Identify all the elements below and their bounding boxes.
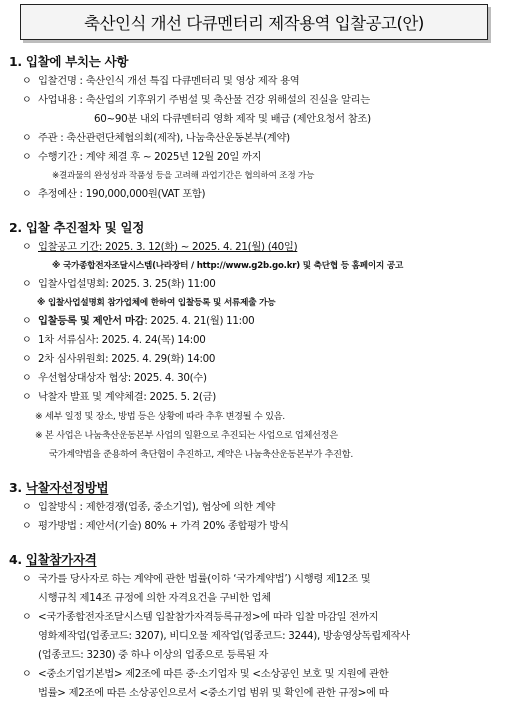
page-title: 축산인식 개선 다큐멘터리 제작용역 입찰공고(안) (20, 4, 488, 40)
list-item (0, 350, 507, 369)
section-4 (0, 550, 507, 703)
project-note-line2: 국가계약법을 준용하여 축단협이 추진하고, 계약은 나눔축산운동본부가 추진함. (49, 449, 353, 460)
item-text-cont: 영화제작업(업종코드: 3207), 비디오물 제작업(업종코드: 3244), 방송영상독립제작사 (38, 630, 410, 642)
item-label: 입찰등록 및 제안서 마감 (38, 315, 145, 327)
item-text-cont: 법률> 제2조에 따른 소상공인으로서 <중소기업 범위 및 확인에 관한 규정>에 따 (38, 687, 389, 699)
list-item (0, 275, 507, 294)
list-item (0, 331, 507, 350)
bullet-icon: ㅇ (22, 612, 32, 623)
item-text: 입찰공고 기간: 2025. 3. 12(화) ~ 2025. 4. 21(월) (40일) (38, 241, 298, 253)
bullet-icon: ㅇ (22, 521, 32, 532)
bullet-icon: ㅇ (22, 335, 32, 346)
item-text: 우선협상대상자 협상: 2025. 4. 30(수) (38, 372, 207, 384)
section-number: 2. (9, 220, 22, 235)
section-heading (9, 218, 507, 238)
bullet-icon: ㅇ (22, 152, 32, 163)
item-text: 사업내용 : 축산업의 기후위기 주범설 및 축산물 건강 위해설의 진실을 알리는 (38, 94, 370, 106)
list-item (0, 369, 507, 388)
item-text-cont: (업종코드: 3230) 중 하나 이상의 업종으로 등록된 자 (38, 649, 269, 661)
project-note-line1: ※ 본 사업은 나눔축산운동본부 사업의 일환으로 추진되는 사업으로 업체선정은 (35, 430, 338, 441)
section-2 (0, 218, 507, 464)
section-heading (9, 550, 507, 570)
document-body (0, 52, 507, 703)
item-text: <국가종합전자조달시스템 입찰참가자격등록규정>에 따라 입찰 마감일 전까지 (38, 611, 379, 623)
section-heading (9, 478, 507, 498)
item-text: : 2025. 4. 21(월) 11:00 (144, 315, 255, 327)
project-note (0, 426, 507, 464)
section-heading (9, 52, 507, 72)
list-item (0, 238, 507, 257)
item-text-cont: 시행규칙 제14조 규정에 의한 자격요건을 구비한 업체 (38, 592, 271, 604)
list-item (0, 570, 507, 608)
bullet-icon: ㅇ (22, 76, 32, 87)
bullet-icon: ㅇ (22, 133, 32, 144)
list-item (0, 312, 507, 331)
bullet-icon: ㅇ (22, 502, 32, 513)
section-1 (0, 52, 507, 204)
bullet-icon: ㅇ (22, 354, 32, 365)
list-item (0, 665, 507, 703)
list-item (0, 517, 507, 536)
bullet-icon: ㅇ (22, 373, 32, 384)
bullet-icon: ㅇ (22, 189, 32, 200)
bullet-icon: ㅇ (22, 669, 32, 680)
section-title: 낙찰자선정방법 (25, 480, 109, 495)
item-text: <중소기업기본법> 제2조에 따른 중·소기업자 및 <소상공인 보호 및 지원에 관한 (38, 668, 389, 680)
section-3 (0, 478, 507, 536)
item-text: 추정예산 : 190,000,000원(VAT 포함) (38, 188, 206, 200)
list-item (0, 148, 507, 167)
item-text: 낙찰자 발표 및 계약체결: 2025. 5. 2(금) (38, 391, 217, 403)
item-text: 입찰방식 : 제한경쟁(업종, 중소기업), 협상에 의한 계약 (38, 501, 275, 513)
bullet-icon: ㅇ (22, 316, 32, 327)
item-text: 입찰건명 : 축산인식 개선 특집 다큐멘터리 및 영상 제작 용역 (38, 75, 300, 87)
item-text: 수행기간 : 계약 체결 후 ~ 2025년 12월 20일 까지 (38, 151, 262, 163)
section-number: 3. (9, 480, 22, 495)
schedule-note (0, 407, 507, 426)
section-number: 4. (9, 552, 22, 567)
schedule-note-text: ※ 세부 일정 및 장소, 방법 등은 상황에 따라 추후 변경될 수 있음. (35, 411, 285, 422)
item-text: 주관 : 축산관련단체협의회(제작), 나눔축산운동본부(계약) (38, 132, 290, 144)
bullet-icon: ㅇ (22, 574, 32, 585)
list-item (0, 608, 507, 665)
period-note: ※결과물의 완성성과 작품성 등을 고려해 과업기간은 협의하여 조정 가능 (52, 171, 315, 181)
bullet-icon: ㅇ (22, 95, 32, 106)
item-text: 1차 서류심사: 2025. 4. 24(목) 14:00 (38, 334, 206, 346)
site-note: ※ 국가종합전자조달시스템(나라장터 / http://www.g2b.go.kr) 및 축단협 등 홈페이지 공고 (52, 261, 404, 271)
list-item (0, 498, 507, 517)
bullet-icon: ㅇ (22, 392, 32, 403)
bullet-icon: ㅇ (22, 242, 32, 253)
section-title: 입찰참가자격 (25, 552, 97, 567)
list-item (0, 91, 507, 129)
list-item (0, 388, 507, 407)
item-text: 국가를 당사자로 하는 계약에 관한 법률(이하 ‘국가계약법’) 시행령 제12조 및 (38, 573, 371, 585)
list-item (0, 185, 507, 204)
bullet-icon: ㅇ (22, 279, 32, 290)
section-title: 입찰 추진절차 및 일정 (25, 220, 144, 235)
section-title: 입찰에 부치는 사항 (25, 54, 129, 69)
list-item (0, 72, 507, 91)
briefing-note: ※ 입찰사업설명회 참가업체에 한하여 입찰등록 및 서류제출 가능 (37, 298, 276, 308)
item-text: 2차 심사위원회: 2025. 4. 29(화) 14:00 (38, 353, 216, 365)
item-text: 평가방법 : 제안서(기술) 80% + 가격 20% 종합평가 방식 (38, 520, 289, 532)
section-number: 1. (9, 54, 22, 69)
list-item (0, 129, 507, 148)
item-text-cont: 60~90분 내외 다큐멘터리 영화 제작 및 배급 (제안요청서 참조) (94, 113, 371, 125)
item-text: 입찰사업설명회: 2025. 3. 25(화) 11:00 (38, 278, 216, 290)
